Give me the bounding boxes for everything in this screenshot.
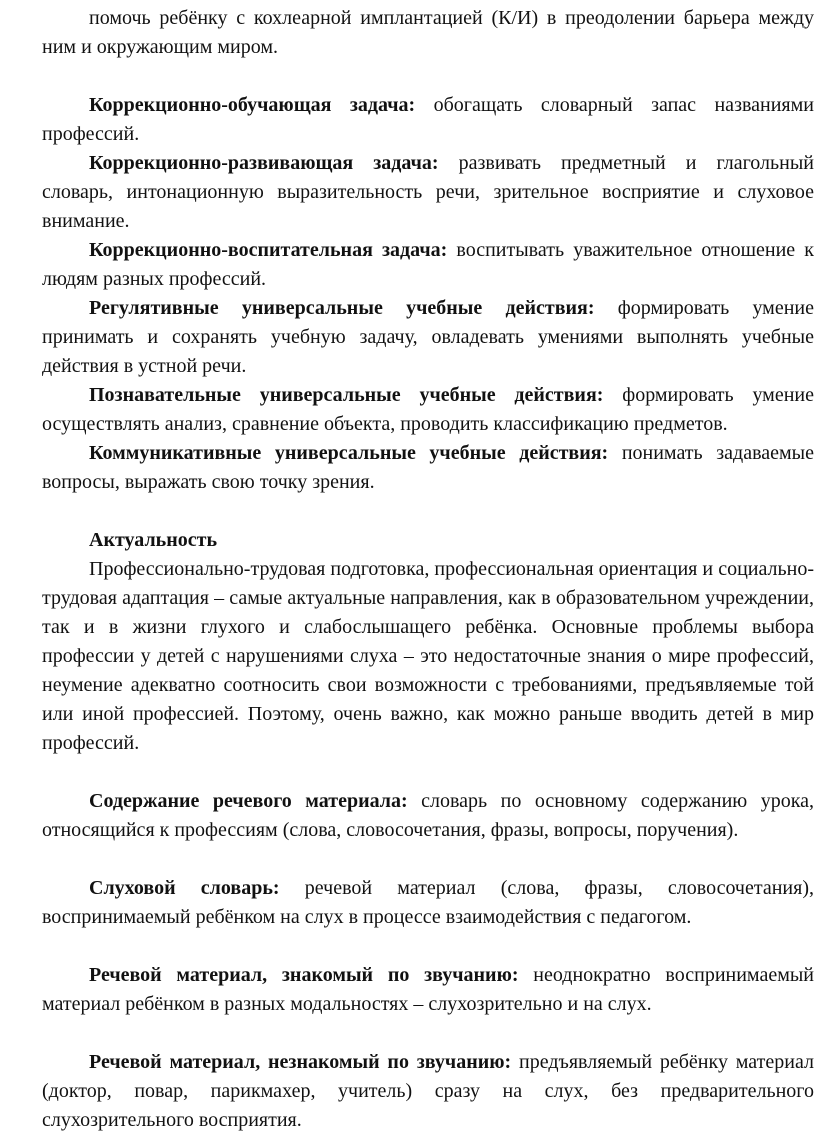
- definition-text: речевой материал (слова, фразы, словосочетания), воспринимаемый ребёнком на слух в процессе взаимодействия с педагогом.: [42, 877, 814, 928]
- relevance-paragraph: Профессионально-трудовая подготовка, профессиональная ориентация и социально-трудовая адаптация – самые актуальные направления, как в образовательном учреждении, так и в жизни глухого и слабослышащего ребёнка. Основные проблемы выбора профессии у детей с нарушениями слуха – это недостаточные знания о мире профессий, неумение адекватно соотносить свои возможности с требованиями, предъявляемые той или иной профессией. Поэтому, очень важно, как можно раньше вводить детей в мир профессий.: [42, 558, 814, 754]
- definition-text: словарь по основному содержанию урока, относящийся к профессиям (слова, словосочетания, фразы, вопросы, поручения).: [42, 790, 814, 841]
- definition-familiar-material: [42, 961, 814, 1019]
- task-label: Коррекционно-воспитательная задача:: [89, 239, 448, 261]
- document-page: [42, 0, 814, 1135]
- task-label: Коррекционно-развивающая задача:: [89, 152, 439, 174]
- definition-label: Содержание речевого материала:: [89, 790, 408, 812]
- task-label: Познавательные универсальные учебные действия:: [89, 384, 604, 406]
- task-correction-teaching: [42, 91, 814, 149]
- relevance-heading: Актуальность: [89, 529, 218, 551]
- definition-speech-content: [42, 787, 814, 845]
- task-regulative-actions: [42, 294, 814, 381]
- definition-label: Речевой материал, незнакомый по звучанию:: [89, 1051, 512, 1073]
- definition-text: предъявляемый ребёнку материал (доктор, повар, парикмахер, учитель) сразу на слух, без предварительного слухозрительного восприятия.: [42, 1051, 814, 1131]
- intro-paragraph: помочь ребёнку с кохлеарной имплантацией (К/И) в преодолении барьера между ним и окружающим миром.: [42, 7, 814, 58]
- task-label: Регулятивные универсальные учебные действия:: [89, 297, 595, 319]
- task-text: понимать задаваемые вопросы, выражать свою точку зрения.: [42, 442, 814, 493]
- tasks-section: [42, 91, 814, 497]
- definition-unfamiliar-material: [42, 1048, 814, 1135]
- task-correction-educational: [42, 236, 814, 294]
- task-text: формировать умение осуществлять анализ, сравнение объекта, проводить классификацию предметов.: [42, 384, 815, 435]
- task-correction-developing: [42, 149, 814, 236]
- task-cognitive-actions: [42, 381, 814, 439]
- definition-auditory-vocabulary: [42, 874, 814, 932]
- task-label: Коррекционно-обучающая задача:: [89, 94, 416, 116]
- task-label: Коммуникативные универсальные учебные действия:: [89, 442, 609, 464]
- task-text: формировать умение принимать и сохранять учебную задачу, овладевать умениями выполнять учебные действия в устной речи.: [42, 297, 814, 377]
- relevance-section: [42, 526, 814, 758]
- task-text: воспитывать уважительное отношение к людям разных профессий.: [42, 239, 814, 290]
- definition-label: Слуховой словарь:: [89, 877, 280, 899]
- task-text: развивать предметный и глагольный словарь, интонационную выразительность речи, зрительное восприятие и слуховое внимание.: [42, 152, 814, 232]
- task-text: обогащать словарный запас названиями профессий.: [42, 94, 814, 145]
- definition-text: неоднократно воспринимаемый материал ребёнком в разных модальностях – слухозрительно и на слух.: [42, 964, 814, 1015]
- definition-label: Речевой материал, знакомый по звучанию:: [89, 964, 519, 986]
- task-communicative-actions: [42, 439, 814, 497]
